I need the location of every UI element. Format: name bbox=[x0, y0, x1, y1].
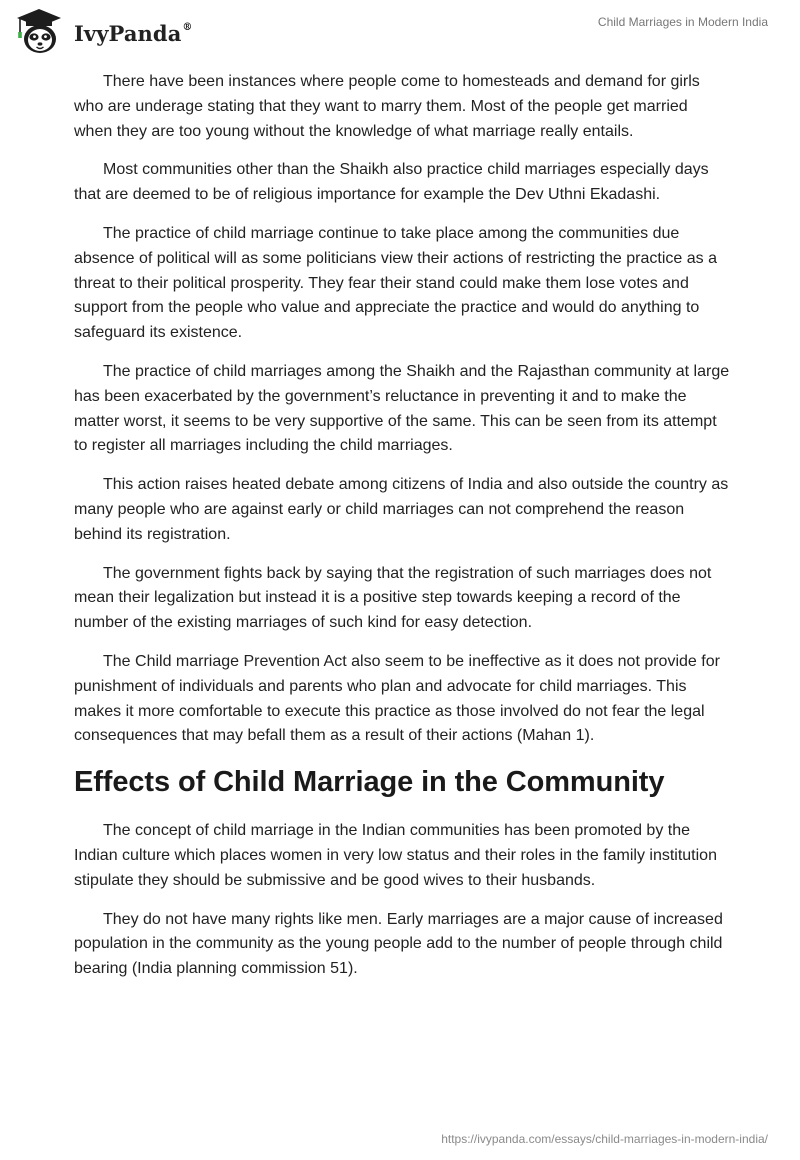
document-title: Child Marriages in Modern India bbox=[597, 15, 768, 29]
paragraph: There have been instances where people come to homesteads and demand for girls who are underage stating that they want to marry them. Most of the people get married when they are too young without the knowledge of what marriage really entails. bbox=[74, 73, 700, 140]
paragraph: The Child marriage Prevention Act also seem to be ineffective as it does not provide for punishment of individuals and parents who plan and advocate for child marriages. This makes it more comfortable to execute this practice as those involved do not fear the legal consequences that may befall them as a result of their actions (Mahan 1). bbox=[74, 652, 720, 745]
paragraph: The practice of child marriage continue to take place among the communities due absence of political will as some politicians view their actions of restricting the practice as a threat to their political prosperity. They fear their stand could make them lose votes and support from the people who value and appreciate the practice and would do anything to safeguard its existence. bbox=[74, 224, 717, 342]
paragraph: The government fights back by saying that the registration of such marriages does not mean their legalization but instead it is a positive step towards keeping a record of the number of the existing marriages of such kind for easy detection. bbox=[74, 564, 712, 632]
paragraph: They do not have many rights like men. Early marriages are a major cause of increased population in the community as the young people add to the number of people through child bearing (India planning commission 51). bbox=[74, 910, 723, 978]
page-header bbox=[0, 0, 800, 60]
section-heading: Effects of Child Marriage in the Community bbox=[74, 766, 665, 799]
paragraph: This action raises heated debate among citizens of India and also outside the country as many people who are against early or child marriages can not comprehend the reason behind its registration. bbox=[74, 476, 729, 543]
paragraph: The concept of child marriage in the Indian communities has been promoted by the Indian culture which places women in very low status and their roles in the family institution stipulate they should be submissive and be good wives to their husbands. bbox=[74, 822, 717, 889]
essay-content bbox=[74, 70, 730, 996]
paragraph: Most communities other than the Shaikh also practice child marriages especially days that are deemed to be of religious importance for example the Dev Uthni Ekadashi. bbox=[74, 161, 709, 204]
panda-graduate-icon bbox=[14, 7, 64, 55]
registered-mark: ® bbox=[182, 21, 193, 33]
brand-logo[interactable] bbox=[14, 7, 193, 55]
brand-name-text: IvyPanda bbox=[74, 20, 182, 46]
brand-name bbox=[74, 21, 193, 46]
source-url[interactable]: https://ivypanda.com/essays/child-marriages-in-modern-india/ bbox=[441, 1132, 768, 1146]
paragraph: The practice of child marriages among the Shaikh and the Rajasthan community at large has been exacerbated by the government’s reluctance in preventing it and to make the matter worst, it seems to be very supportive of the same. This can be seen from its attempt to register all marriages including the child marriages. bbox=[74, 362, 730, 455]
